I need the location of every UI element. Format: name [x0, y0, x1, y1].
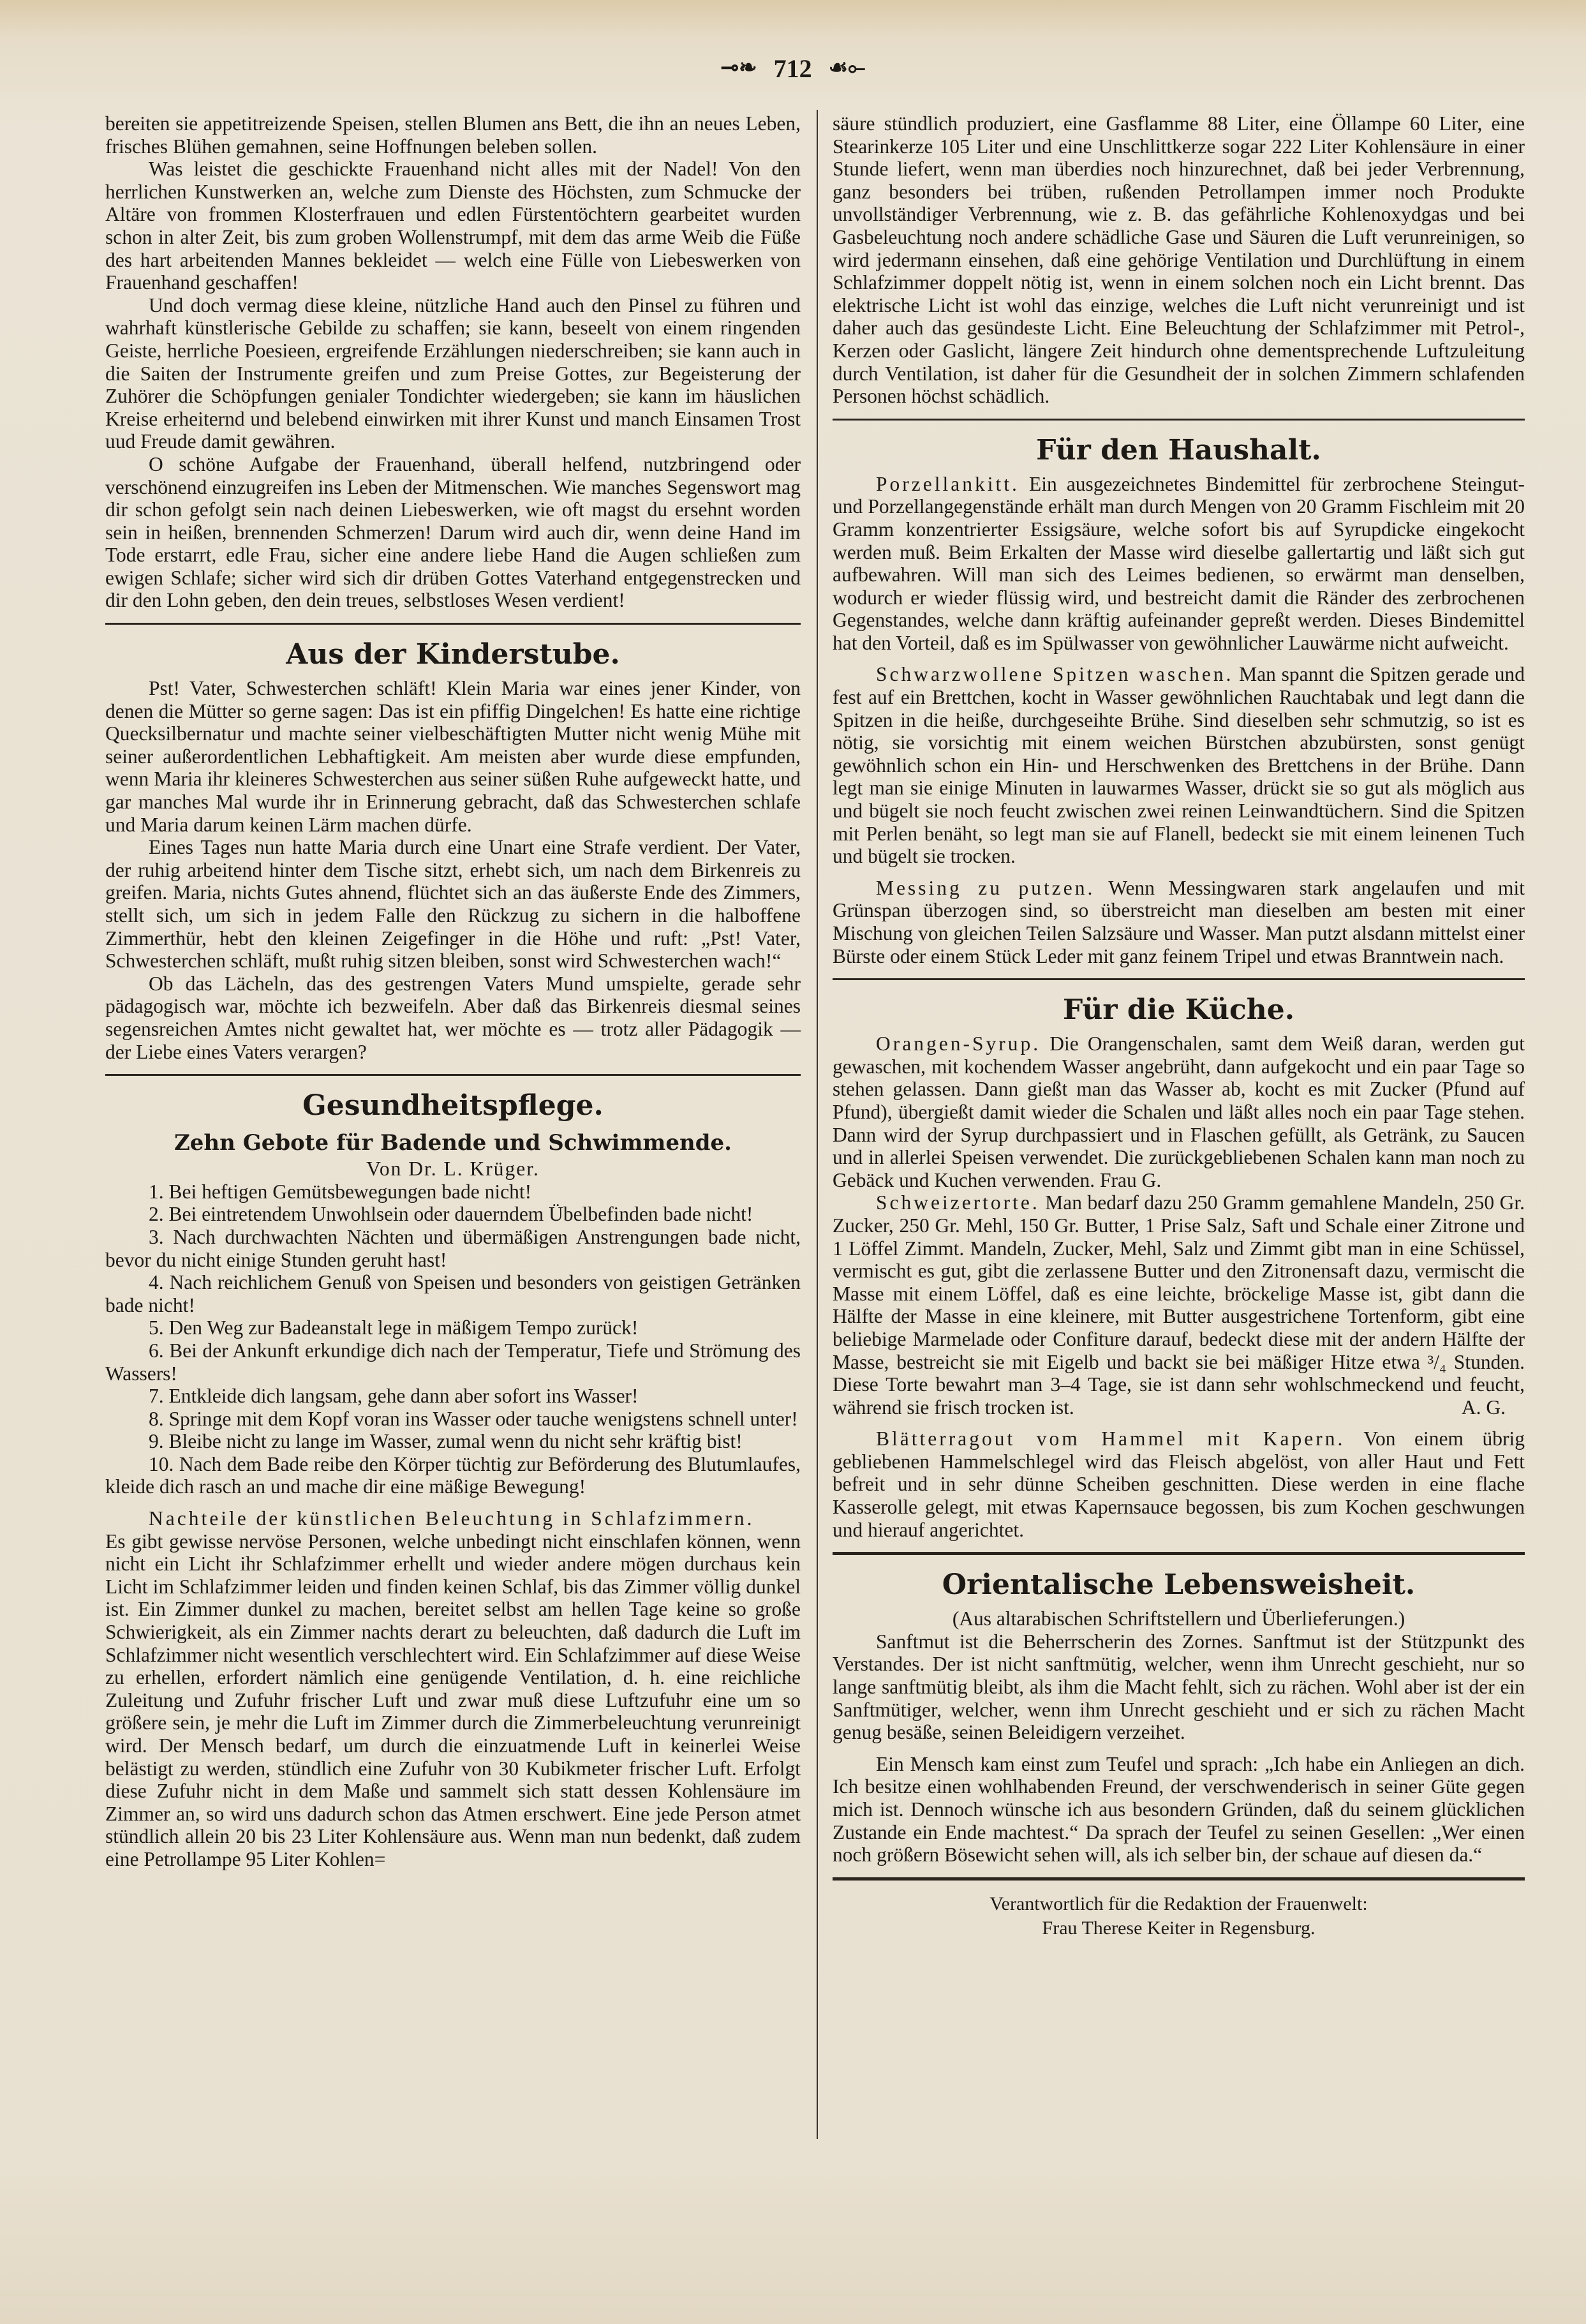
intro-paragraph: bereiten sie appetitreizende Speisen, stellen Blumen ans Bett, die ihn an neues Leben, frisches Blühen gemahnen, seine Hoffnungen beleben sollen.: [105, 112, 801, 158]
item-lead: Schwarzwollene Spitzen waschen.: [876, 663, 1234, 686]
section-divider: [833, 1552, 1525, 1555]
weisheit-paragraph: Sanftmut ist die Beherrscherin des Zornes. Sanftmut ist der Stützpunkt des Verstandes. Der ist nicht sanftmütig, welcher, wenn ihm Unrecht geschieht, nur so lange sanftmütig bleibt, als ihm die Macht fehlt, sich zu rächen. Wohl aber ist der ein Sanftmütiger, welcher, wenn ihm Unrecht geschieht und er sich zu rächen Macht genug besäße, seinen Beleidigern verzeihet.: [833, 1630, 1525, 1744]
section-title-haushalt: Für den Haushalt.: [1036, 433, 1321, 466]
ornament-left-icon: ⊸❧: [720, 56, 757, 80]
section-subtitle-weisheit: (Aus altarabischen Schriftstellern und Überlieferungen.): [952, 1607, 1405, 1630]
kueche-item: [833, 1032, 1525, 1191]
article-title-zehn-gebote: Zehn Gebote für Badende und Schwimmende.: [174, 1130, 732, 1156]
footer-responsibility: Verantwortlich für die Redaktion der Frauenwelt:: [989, 1893, 1368, 1914]
editorial-footer: [833, 1892, 1525, 1940]
right-column: [833, 112, 1525, 1940]
intro-paragraph: O schöne Aufgabe der Frauenhand, überall helfend, nutzbringend oder verschönend einzugreifen ins Leben der Mitmenschen. Wie manches Segenswort mag dir schon gefolgt sein nach deinen Liebeswerken, wie oft magst du ersehnt worden sein in heißen, brennenden Schmerzen! Darum wird auch dir, wenn deine Hand im Tode erstarrt, edle Frau, sicher eine andere liebe Hand die Augen schließen zum ewigen Schlafe; sicher wird sich dir drüben Gottes Vaterhand entgegenstrecken und dir den Lohn geben, den dein treues, selbstloses Wesen verdient!: [105, 452, 801, 612]
item-lead: Orangen-Syrup.: [876, 1032, 1041, 1055]
continuation-paragraph: säure stündlich produziert, eine Gasflamme 88 Liter, eine Öllampe 60 Liter, eine Stearinkerze 105 Liter und eine Unschlittkerze sogar 222 Liter Kohlensäure in einer Stunde liefert, wenn man überdies noch hinzurechnet, daß bei jeder Verbrennung, ganz besonders bei trüben, rußenden Petrollampen immer noch Produkte unvollständiger Verbrennung, wie z. B. das gefährliche Kohlenoxydgas und bei Gasbeleuchtung noch andere schädliche Gase und Säuren die Luft verunreinigen, so wird jedermann einsehen, daß eine gehörige Ventilation und Durchlüftung in einem Schlafzimmer doppelt nötig ist, wenn in einem solchen noch ein Licht brennt. Das elektrische Licht ist wohl das einzige, welches die Luft nicht verunreinigt und ist daher auch das gesündeste Licht. Eine Beleuchtung der Schlafzimmer mit Petrol-, Kerzen oder Gaslicht, längere Zeit hindurch ohne dementsprechende Luftzuleitung durch Ventilation, ist daher für die Gesundheit der in solchen Zimmern schlafenden Personen höchst schädlich.: [833, 112, 1525, 408]
kinderstube-paragraph: Eines Tages nun hatte Maria durch eine Unart eine Strafe verdient. Der Vater, der ruhig arbeitend hinter dem Tische sitzt, erhebt sich, um nach dem Birkenreis zu greifen. Maria, nichts Gutes ahnend, flüchtet sich an das äußerste Ende des Zimmers, stellt sich, um sich in jedem Falle den Rückzug zu sichern in die halboffene Zimmerthür, hebt den kleinen Zeigefinger in die Höhe und ruft: „Pst! Vater, Schwesterchen schläft, mußt ruhig sitzen bleiben, sonst wird Schwesterchen wach!“: [105, 836, 801, 972]
rule-item: 8. Springe mit dem Kopf voran ins Wasser oder tauche wenigstens schnell unter!: [149, 1407, 798, 1430]
weisheit-paragraph: Ein Mensch kam einst zum Teufel und sprach: „Ich habe ein Anliegen an dich. Ich besitze einen wohlhabenden Freund, der verschwenderisch in seiner Güte gegen mich ist. Dennoch wünsche ich aus besondern Gründen, daß du seinem glücklichen Zustande ein Ende machtest.“ Da sprach der Teufel zu seinen Gesellen: „Wer einen noch größern Bösewicht sehen will, als ich selber bin, der schaue auf diesen da.“: [833, 1752, 1525, 1866]
rule-item: 3. Nach durchwachten Nächten und übermäßigen Anstrengungen bade nicht, bevor du nicht einige Stunden geruht hast!: [105, 1225, 801, 1271]
intro-paragraph: Was leistet die geschickte Frauenhand nicht alles mit der Nadel! Von den herrlichen Kunstwerken an, welche zum Dienste des Höchsten, zum Schmucke der Altäre von frommen Klosterfrauen und edlen Fürstentöchtern gearbeitet wurden schon in alter Zeit, bis zum groben Wollenstrumpf, mit dem das arme Weib die Füße des hart arbeitenden Mannes bekleidet — welch eine Fülle von Liebeswerken von Frauenhand geschaffen!: [105, 158, 801, 294]
ornament-right-icon: ☙⟜: [828, 56, 866, 80]
left-column: [105, 112, 801, 1871]
nachteile-paragraph: Es gibt gewisse nervöse Personen, welche unbedingt nicht einschlafen können, wenn nicht ein Licht ihr Schlafzimmer erhellt und wieder andere mögen durchaus kein Licht im Schlafzimmer leiden und finden keinen Schlaf, bis das Zimmer völlig dunkel ist. Ein Zimmer dunkel zu machen, bereitet selbst am hellen Tage keine so große Schwierigkeit, als ein Zimmer nachts derart zu beleuchten, daß dadurch die Luft im Schlafzimmer nicht wesentlich verschlechtert wird. Ein Schlafzimmer auf diese Weise zu erhellen, erfordert nämlich eine genügende Ventilation, d. h. eine reichliche Zuleitung und Zufuhr frischer Luft und zwar muß diese Luftzufuhr eine um so größere sein, je mehr die Luft im Zimmer durch die Zimmerbeleuchtung verunreinigt wird. Der Mensch bedarf, um durch die einzuatmende Luft in keinerlei Weise belästigt zu werden, stündlich eine Zufuhr von 30 Kubikmeter frischer Luft. Erfolgt diese Zufuhr nicht in dem Maße und sammelt sich statt dessen Kohlensäure im Zimmer an, so wird uns dadurch schon das Atmen erschwert. Eine jede Person atmet stündlich allein 20 bis 23 Liter Kohlensäure aus. Wenn man nun bedenkt, daß zudem eine Petrollampe 95 Liter Kohlen=: [105, 1530, 801, 1870]
haushalt-item: [833, 877, 1525, 967]
section-divider: [833, 978, 1525, 980]
section-divider: [833, 419, 1525, 421]
rule-item: 9. Bleibe nicht zu lange im Wasser, zumal wenn du nicht sehr kräftig bist!: [149, 1430, 743, 1453]
page-number: 712: [773, 54, 812, 83]
item-signature: Frau G.: [1099, 1168, 1162, 1191]
haushalt-item: [833, 473, 1525, 655]
item-signature: A. G.: [1461, 1396, 1506, 1419]
column-divider: [817, 110, 818, 2139]
kueche-item: [833, 1427, 1525, 1541]
rule-item: 10. Nach dem Bade reibe den Körper tüchtig zur Beförderung des Blutumlaufes, kleide dich rasch an und mache dir eine mäßige Bewegung!: [105, 1452, 801, 1498]
item-text: Von einem übrig gebliebenen Hammelschlegel wird das Fleisch abgelöst, von aller Haut und Fett befreit und in sehr dünne Scheiben geschnitten. Diese werden in eine flache Kasserolle gelegt, mit etwas Kapernsauce begossen, bis zum Kochen geschwungen und hierauf angerichtet.: [833, 1427, 1525, 1541]
rule-item: 4. Nach reichlichem Genuß von Speisen und besonders von geistigen Getränken bade nicht!: [105, 1271, 801, 1316]
item-lead: Porzellankitt.: [876, 472, 1019, 495]
section-title-weisheit: Orientalische Lebensweisheit.: [942, 1568, 1416, 1602]
item-lead: Messing zu putzen.: [876, 876, 1095, 899]
rule-item: 1. Bei heftigen Gemütsbewegungen bade nicht!: [149, 1180, 532, 1203]
section-divider: [105, 623, 801, 625]
section-title-gesundheitspflege: Gesundheitspflege.: [302, 1089, 604, 1122]
section-title-kinderstube: Aus der Kinderstube.: [286, 638, 620, 671]
item-text: Man bedarf dazu 250 Gramm gemahlene Mandeln, 250 Gr. Zucker, 250 Gr. Mehl, 150 Gr. Butter, 1 Prise Salz, Saft und Schale einer Zitrone und 1 Löffel Zimmt. Mandeln, Zucker, Mehl, Salz und Zimmt gibt man in eine Schüssel, vermischt es gut, gibt die zerlassene Butter und den Zitronensaft dazu, vermischt die Masse mit einem Löffel, daß es eine leichte, bröckelige Masse ist, gibt dann die Hälfte der Masse in eine kleinere, mit Butter ausgestrichene Tortenform, gibt eine beliebige Marmelade oder Confiture darauf, bedeckt diese mit der andern Hälfte der Masse, bestreicht sie mit Eigelb und backt sie bei mäßiger Hitze etwa ³/₄ Stunden. Diese Torte bewahrt man 3–4 Tage, sie ist dann sehr wohlschmeckend und feucht, während sie frisch trocken ist.: [833, 1191, 1525, 1419]
footer-editor: Frau Therese Keiter in Regensburg.: [1042, 1917, 1315, 1939]
rule-item: 5. Den Weg zur Badeanstalt lege in mäßigem Tempo zurück!: [149, 1316, 639, 1339]
item-lead: Schweizertorte.: [876, 1191, 1040, 1214]
kinderstube-paragraph: Pst! Vater, Schwesterchen schläft! Klein Maria war eines jener Kinder, von denen die Mütter so gerne sagen: Das ist ein pfiffig Dingelchen! Es hatte eine richtige Quecksilbernatur und machte seiner vielbeschäftigten Mutter nicht wenig Mühe mit seiner außerordentlichen Lebhaftigkeit. Am meisten aber wurde diese empfunden, wenn Maria ihr kleineres Schwesterchen aus seiner süßen Ruhe aufgeweckt hatte, und gar manches Mal wurde ihr in Erinnerung gebracht, daß das Schwesterchen schlafe und Maria darum keinen Lärm machen dürfe.: [105, 677, 801, 836]
section-title-kueche: Für die Küche.: [1062, 994, 1295, 1027]
kinderstube-paragraph: Ob das Lächeln, das des gestrengen Vaters Mund umspielte, gerade sehr pädagogisch war, möchte ich bezweifeln. Aber daß das Birkenreis diesmal seines segensreichen Amtes nicht gewaltet hat, wer möchte es — trotz aller Pädagogik — der Liebe eines Vaters verargen?: [105, 972, 801, 1063]
item-text: Ein ausgezeichnetes Bindemittel für zerbrochene Steingut- und Porzellangegenstände erhält man durch Mengen von 20 Gramm Fischleim mit 20 Gramm konzentrierter Essigsäure, welche sofort bis auf Syrupdicke eingekocht werden muß. Beim Erkalten der Masse wird dieselbe gallertartig und läßt sich gut aufbewahren. Will man sich des Leimes bedienen, so erwärmt man denselben, wodurch er wieder flüssig wird, und bestreicht damit die Ränder des zerbrochenen Gegenstandes, welche dann kräftig aufeinander gepreßt werden. Dieses Bindemittel hat den Vorteil, daß es im Spülwasser von gewöhnlicher Lauwärme nicht aufweicht.: [833, 472, 1525, 654]
footer-divider: [833, 1877, 1525, 1881]
intro-paragraph: Und doch vermag diese kleine, nützliche Hand auch den Pinsel zu führen und wahrhaft künstlerische Gebilde zu schaffen; sie kann, beseelt von einem ringenden Geiste, herrliche Poesieen, ergreifende Erzählungen niederschreiben; sie kann auch in die Saiten der Instrumente greifen und zum Preise Gottes, zur Begeisterung der Zuhörer die Schöpfungen genialer Tondichter wiedergeben; sie kann im häuslichen Kreise erheiternd und belebend einwirken mit ihrer Kunst und manch Einsamen Trost uud Freude damit gewähren.: [105, 294, 801, 453]
item-text: Wenn Messingwaren stark angelaufen und mit Grünspan überzogen sind, so überstreicht man dieselben am besten mit einer Mischung von gleichen Teilen Salzsäure und Wasser. Man putzt alsdann mittelst einer Bürste oder einem Stück Leder mit ganz feinem Tripel und etwas Branntwein nach.: [833, 876, 1525, 967]
kueche-item: [833, 1191, 1525, 1419]
haushalt-item: [833, 663, 1525, 867]
article-title-nachteile: Nachteile der künstlichen Beleuchtung in Schlafzimmern.: [149, 1507, 755, 1530]
rule-item: 7. Entkleide dich langsam, gehe dann aber sofort ins Wasser!: [149, 1385, 639, 1408]
item-text: Man spannt die Spitzen gerade und fest auf ein Brettchen, kocht in Wasser gewöhnlichen Rauchtabak und legt dann die Spitzen in die heiße, durchgeseihte Brühe. Sind dieselben sehr schmutzig, so ist es nötig, sie vorsichtig mit einem weichen Bürstchen abzubürsten, sonst genügt gewöhnlich schon ein Hin- und Herschwenken des Brettchens in der Brühe. Dann legt man sie einige Minuten in lauwarmes Wasser, drückt sie so gut als möglich aus und bügelt sie noch feucht zwischen zwei reinen Leinwandtüchern. Sind die Spitzen mit Perlen benäht, so legt man sie auf Flanell, bedeckt sie mit einem leinenen Tuch und bügelt sie trocken.: [833, 663, 1525, 868]
section-divider: [105, 1074, 801, 1076]
item-text: Die Orangenschalen, samt dem Weiß daran, werden gut gewaschen, mit kochendem Wasser angebrüht, dann aufgekocht und ein paar Tage so stehen gelassen. Dann gießt man das Wasser ab, kocht es mit Zucker (Pfund auf Pfund), übergießt damit wieder die Schalen und läßt alles noch ein paar Tage stehen. Dann wird der Syrup durchpassiert und in Flaschen gefüllt, als Getränk, zu Saucen und in allerlei Speisen verwendet. Die zurückgebliebenen Schalen kann man noch zu Gebäck und Kuchen verwenden.: [833, 1032, 1525, 1191]
page-number-header: [0, 54, 1586, 84]
rule-item: 6. Bei der Ankunft erkundige dich nach der Temperatur, Tiefe und Strömung des Wassers!: [105, 1339, 801, 1385]
article-byline: Von Dr. L. Krüger.: [366, 1158, 540, 1181]
item-lead: Blätterragout vom Hammel mit Kapern.: [876, 1427, 1345, 1450]
rule-item: 2. Bei eintretendem Unwohlsein oder dauerndem Übelbefinden bade nicht!: [149, 1203, 753, 1226]
